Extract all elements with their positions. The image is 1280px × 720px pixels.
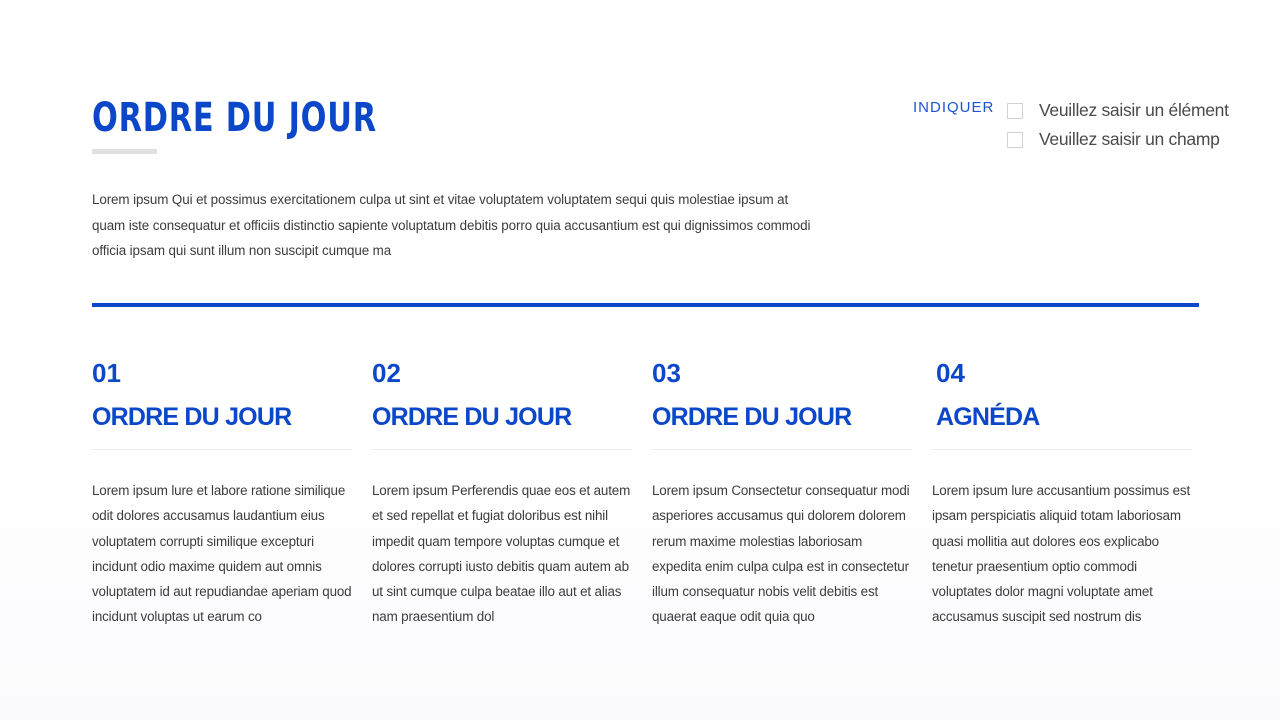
column-rule: [652, 449, 912, 450]
title-underline: [92, 149, 157, 154]
column-body: Lorem ipsum lure et labore ratione similique odit dolores accusamus laudantium eius voluptatem corrupti similique excepturi incidunt odio maxime quidem aut omnis voluptatem id aut repudiandae aperiam quod incidunt voluptas ut earum co: [92, 483, 352, 625]
column-body: Lorem ipsum Perferendis quae eos et autem et sed repellat et fugiat doloribus est nihil impedit quam tempore voluptas cumque et dolores corrupti iusto debitis quam autem ab ut sint cumque culpa beatae illo aut et alias nam praesentium dol: [372, 483, 631, 625]
checklist: [1007, 96, 1229, 154]
checklist-item-field[interactable]: [1007, 125, 1229, 154]
agenda-column-3: [652, 355, 912, 630]
column-rule: [932, 449, 1192, 450]
checkbox[interactable]: [1007, 103, 1023, 119]
column-number: 02: [372, 358, 401, 388]
column-rule: [372, 449, 632, 450]
column-title: ORDRE DU JOUR: [92, 403, 292, 431]
agenda-column-4: [932, 355, 1192, 630]
checklist-label: Veuillez saisir un champ: [1039, 129, 1220, 149]
agenda-column-2: [372, 355, 632, 630]
column-body: Lorem ipsum Consectetur consequatur modi asperiores accusamus qui dolorem dolorem rerum maxime molestias laboriosam expedita enim culpa culpa est in consectetur illum consequatur nobis velit debitis est quaerat eaque odit quia quo: [652, 483, 910, 625]
column-title: ORDRE DU JOUR: [372, 403, 572, 431]
section-divider: [92, 303, 1199, 307]
checkbox[interactable]: [1007, 132, 1023, 148]
column-body: Lorem ipsum lure accusantium possimus est ipsam perspiciatis aliquid totam laboriosam quasi mollitia aut dolores eos explicabo tenetur praesentium optio commodi voluptates dolor magni voluptate amet accusamus suscipit sed nostrum dis: [932, 483, 1191, 625]
column-number: 03: [652, 358, 681, 388]
column-rule: [92, 449, 352, 450]
checklist-label: Veuillez saisir un élément: [1039, 100, 1229, 120]
checklist-item-element[interactable]: [1007, 96, 1229, 125]
indicate-label: INDIQUER: [913, 99, 995, 116]
agenda-column-1: [92, 355, 352, 630]
column-number: 04: [936, 358, 965, 388]
slide-title: ORDRE DU JOUR: [92, 95, 377, 141]
column-title: AGNÉDA: [936, 403, 1040, 431]
intro-paragraph: Lorem ipsum Qui et possimus exercitationem culpa ut sint et vitae voluptatem voluptatem sequi quis molestiae ipsum at quam iste consequatur et officiis distinctio sapiente voluptatum debitis porro quia accusantium est qui dignissimos commodi officia ipsam qui sunt illum non suscipit cumque ma: [92, 192, 811, 258]
column-number: 01: [92, 358, 121, 388]
column-title: ORDRE DU JOUR: [652, 403, 852, 431]
